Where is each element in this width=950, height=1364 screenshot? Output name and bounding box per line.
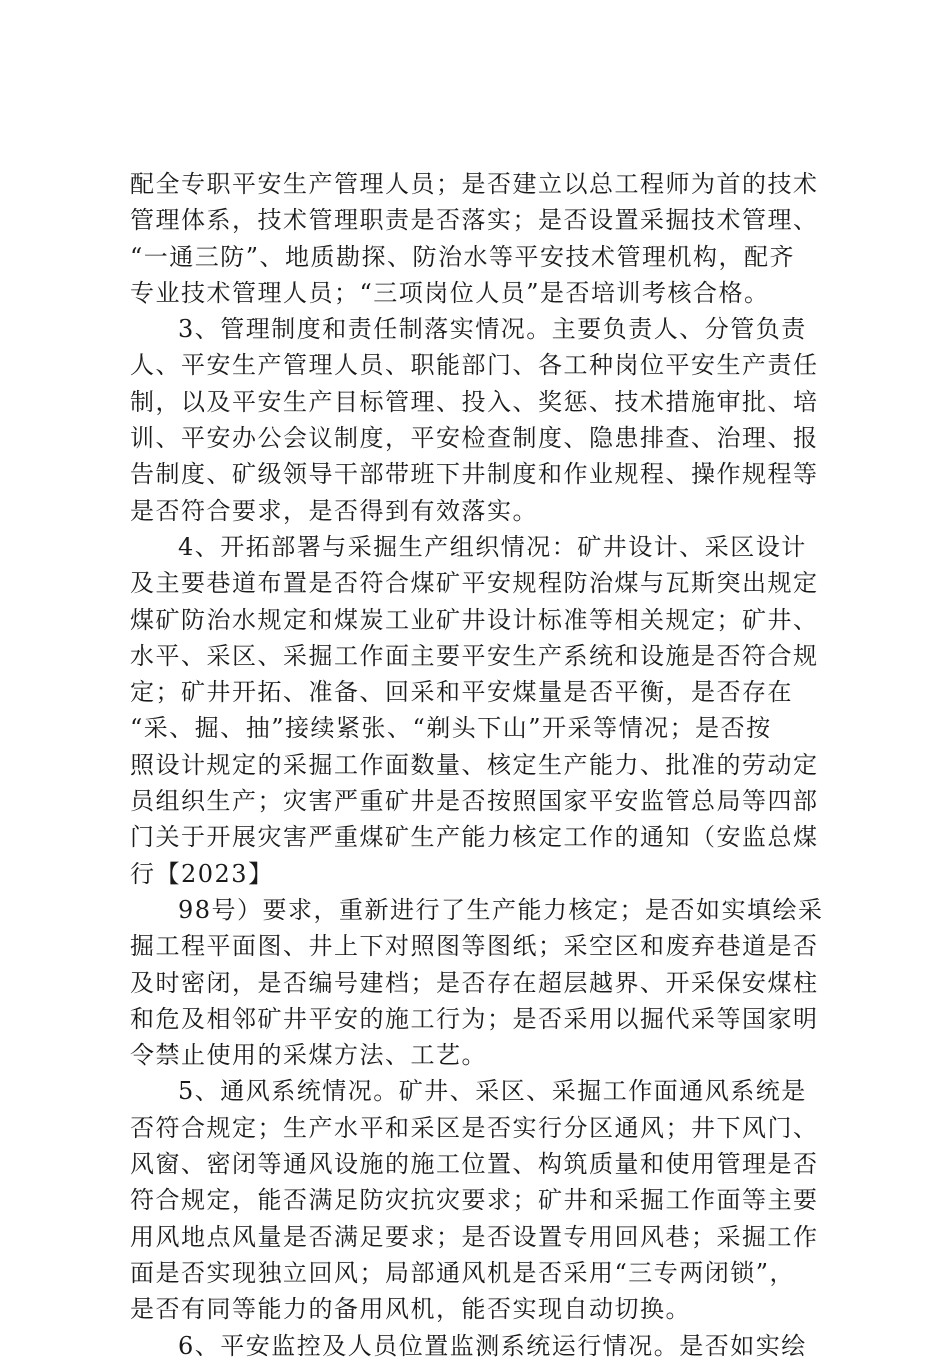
text-line: 符合规定，能否满足防灾抗灾要求；矿井和采掘工作面等主要	[130, 1186, 819, 1215]
text-line: 水平、采区、采掘工作面主要平安生产系统和设施是否符合规	[130, 641, 819, 670]
text-line: 煤矿防治水规定和煤炭工业矿井设计标准等相关规定；矿井、	[130, 605, 819, 634]
text-line: 定；矿井开拓、准备、回采和平安煤量是否平衡，是否存在	[130, 678, 793, 707]
text-line: 门关于开展灾害严重煤矿生产能力核定工作的通知（安监总煤	[130, 823, 819, 852]
text-line: 风窗、密闭等通风设施的施工位置、构筑质量和使用管理是否	[130, 1150, 819, 1179]
text-line: 是否符合要求，是否得到有效落实。	[130, 496, 538, 525]
text-line: 员组织生产；灾害严重矿井是否按照国家平安监管总局等四部	[130, 787, 819, 816]
paragraph-5-start: 5、通风系统情况。矿井、采区、采掘工作面通风系统是	[178, 1077, 807, 1106]
text-line: 制，以及平安生产目标管理、投入、奖惩、技术措施审批、培	[130, 387, 819, 416]
text-line: 及主要巷道布置是否符合煤矿平安规程防治煤与瓦斯突出规定	[130, 569, 819, 598]
text-line: 配全专职平安生产管理人员；是否建立以总工程师为首的技术	[130, 170, 819, 198]
text-line: 令禁止使用的采煤方法、工艺。	[130, 1041, 487, 1070]
text-line: 训、平安办公会议制度，平安检查制度、隐患排查、治理、报	[130, 424, 819, 453]
paragraph-98-start: 98号）要求，重新进行了生产能力核定；是否如实填绘采	[178, 895, 824, 924]
text-line: 人、平安生产管理人员、职能部门、各工种岗位平安生产责任	[130, 351, 819, 380]
text-line: 告制度、矿级领导干部带班下井制度和作业规程、操作规程等	[130, 460, 819, 489]
paragraph-3-start: 3、管理制度和责任制落实情况。主要负责人、分管负责	[178, 315, 807, 344]
text-line: 专业技术管理人员；“三项岗位人员”是否培训考核合格。	[130, 278, 770, 307]
text-line: 照设计规定的采掘工作面数量、核定生产能力、批准的劳动定	[130, 750, 819, 779]
text-line: 管理体系，技术管理职责是否落实；是否设置采掘技术管理、	[130, 206, 819, 235]
text-line: 行【2023】	[130, 859, 274, 888]
text-line: 是否有同等能力的备用风机，能否实现自动切换。	[130, 1295, 691, 1324]
paragraph-4-start: 4、开拓部署与采掘生产组织情况：矿井设计、采区设计	[178, 532, 807, 561]
document-body	[130, 166, 830, 1364]
text-line: “一通三防”、地质勘探、防治水等平安技术管理机构，配齐	[130, 242, 796, 271]
paragraph-6-start: 6、平安监控及人员位置监测系统运行情况。是否如实绘	[178, 1331, 807, 1360]
text-line: 否符合规定；生产水平和采区是否实行分区通风；井下风门、	[130, 1113, 819, 1142]
text-line: “采、掘、抽”接续紧张、“剃头下山”开采等情况；是否按	[130, 714, 772, 743]
text-line: 及时密闭，是否编号建档；是否存在超层越界、开采保安煤柱	[130, 968, 819, 997]
text-line: 面是否实现独立回风；局部通风机是否采用“三专两闭锁”，	[130, 1258, 796, 1287]
text-line: 用风地点风量是否满足要求；是否设置专用回风巷；采掘工作	[130, 1222, 819, 1251]
text-line: 和危及相邻矿井平安的施工行为；是否采用以掘代采等国家明	[130, 1004, 819, 1033]
text-line: 掘工程平面图、井上下对照图等图纸；采空区和废弃巷道是否	[130, 932, 819, 961]
